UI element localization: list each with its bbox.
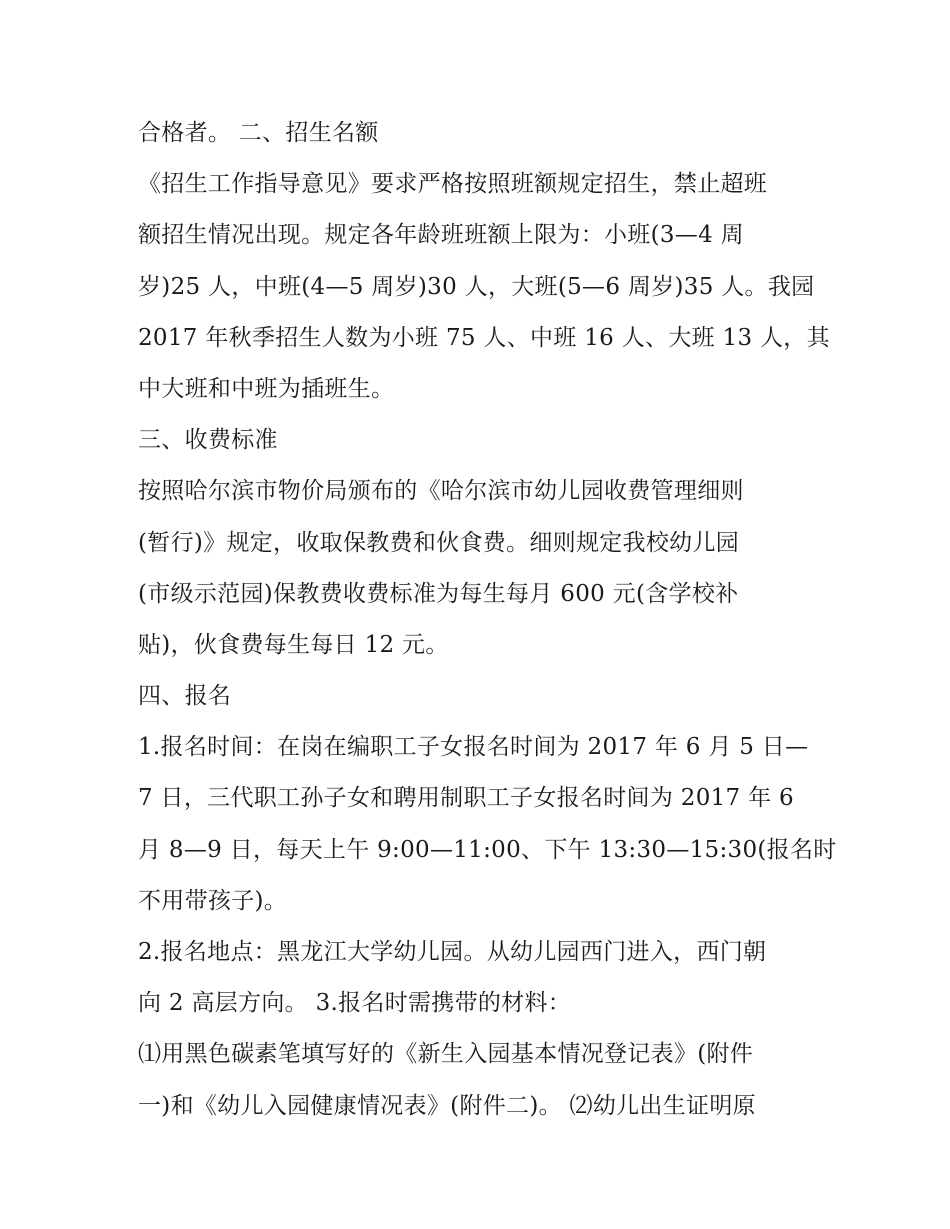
- text-line: 向 2 高层方向。 3.报名时需携带的材料：: [138, 990, 572, 1017]
- text-line: (市级示范园)保教费收费标准为每生每月 600 元(含学校补: [138, 580, 739, 607]
- text-line: (暂行)》规定，收取保教费和伙食费。细则规定我校幼儿园: [138, 529, 740, 556]
- text-line: 一)和《幼儿入园健康情况表》(附件二)。 ⑵幼儿出生证明原: [138, 1092, 756, 1119]
- text-line: 不用带孩子)。: [138, 887, 288, 914]
- text-line: 中大班和中班为插班生。: [138, 375, 395, 402]
- text-line: 《招生工作指导意见》要求严格按照班额规定招生，禁止超班: [138, 171, 768, 198]
- text-line: ⑴用黑色碳素笔填写好的《新生入园基本情况登记表》(附件: [138, 1041, 754, 1068]
- text-line: 合格者。 二、招生名额: [138, 120, 379, 146]
- text-line: 2.报名地点：黑龙江大学幼儿园。从幼儿园西门进入，西门朝: [138, 939, 767, 965]
- text-line: 2017 年秋季招生人数为小班 75 人、中班 16 人、大班 13 人，其: [138, 324, 830, 351]
- text-line: 月 8—9 日，每天上午 9:00—11:00、下午 13:30—15:30(报名时: [138, 836, 837, 863]
- text-line: 1.报名时间：在岗在编职工子女报名时间为 2017 年 6 月 5 日—: [138, 734, 809, 761]
- text-line: 按照哈尔滨市物价局颁布的《哈尔滨市幼儿园收费管理细则: [138, 478, 744, 505]
- section-heading: 三、收费标准: [138, 427, 278, 454]
- document-body: [138, 108, 837, 1132]
- section-heading: 四、报名: [138, 683, 232, 710]
- text-line: 贴)，伙食费每生每日 12 元。: [138, 631, 449, 658]
- text-line: 额招生情况出现。规定各年龄班班额上限为：小班(3—4 周: [138, 222, 744, 249]
- text-line: 7 日，三代职工孙子女和聘用制职工子女报名时间为 2017 年 6: [138, 785, 794, 812]
- text-line: 岁)25 人，中班(4—5 周岁)30 人，大班(5—6 周岁)35 人。我园: [138, 273, 815, 300]
